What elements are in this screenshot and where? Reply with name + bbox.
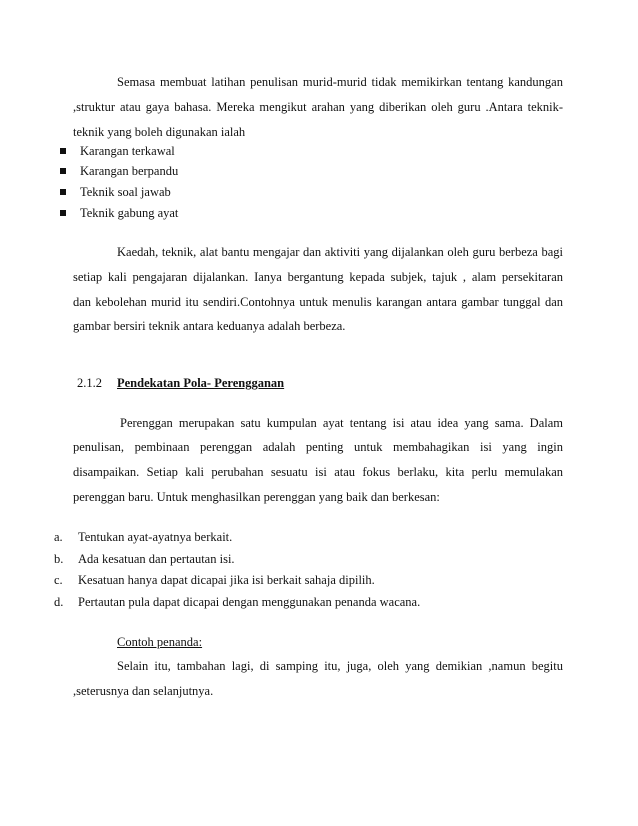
bullet-item-2: Karangan berpandu: [80, 164, 179, 178]
list-item: Pertautan pula dapat dicapai dengan menggunakan penanda wacana.: [78, 595, 421, 609]
section-title: Pendekatan Pola- Perengganan: [117, 376, 285, 390]
bullet-square-icon: [60, 210, 66, 216]
para2-line1: Kaedah, teknik, alat bantu mengajar dan aktiviti yang dijalankan oleh guru berbeza bagi: [117, 245, 563, 259]
para1-line3: teknik yang boleh digunakan ialah: [73, 125, 246, 139]
para2-line3: dan kebolehan murid itu sendiri.Contohnya untuk menulis karangan antara gambar tunggal dan: [73, 295, 563, 309]
bullet-item-4: Teknik gabung ayat: [80, 206, 179, 220]
bullet-item-3: Teknik soal jawab: [80, 185, 171, 199]
bullet-square-icon: [60, 189, 66, 195]
list-item: Ada kesatuan dan pertautan isi.: [78, 552, 235, 566]
list-item: Tentukan ayat-ayatnya berkait.: [78, 530, 233, 544]
bullet-square-icon: [60, 148, 66, 154]
para2-line2: setiap kali pengajaran dijalankan. Ianya bergantung kepada subjek, tajuk , alam persekitaran: [73, 270, 563, 284]
para3-line3: disampaikan. Setiap kali perubahan sesuatu isi atau fokus berlaku, kita perlu memulakan: [73, 465, 563, 479]
contoh-title: Contoh penanda:: [117, 635, 203, 649]
contoh-line2: ,seterusnya dan selanjutnya.: [73, 684, 214, 698]
para1-line2: ,struktur atau gaya bahasa. Mereka mengikut arahan yang diberikan oleh guru .Antara teknik-: [73, 100, 563, 114]
list-marker: b.: [54, 552, 64, 566]
list-marker: a.: [54, 530, 63, 544]
bullet-square-icon: [60, 168, 66, 174]
para2-line4: gambar bersiri teknik antara keduanya adalah berbeza.: [73, 319, 346, 333]
bullet-item-1: Karangan terkawal: [80, 144, 175, 158]
list-item: Kesatuan hanya dapat dicapai jika isi berkait sahaja dipilih.: [78, 573, 375, 587]
list-marker: c.: [54, 573, 63, 587]
section-number: 2.1.2: [77, 376, 102, 390]
para3-line2: penulisan, pembinaan perenggan adalah penting untuk membahagikan isi yang ingin: [73, 440, 563, 454]
para3-line1: Perenggan merupakan satu kumpulan ayat tentang isi atau idea yang sama. Dalam: [120, 416, 563, 430]
para1-line1: Semasa membuat latihan penulisan murid-murid tidak memikirkan tentang kandungan: [117, 75, 563, 89]
para3-line4: perenggan baru. Untuk menghasilkan perenggan yang baik dan berkesan:: [73, 490, 440, 504]
list-marker: d.: [54, 595, 64, 609]
contoh-line1: Selain itu, tambahan lagi, di samping itu, juga, oleh yang demikian ,namun begitu: [117, 659, 563, 673]
